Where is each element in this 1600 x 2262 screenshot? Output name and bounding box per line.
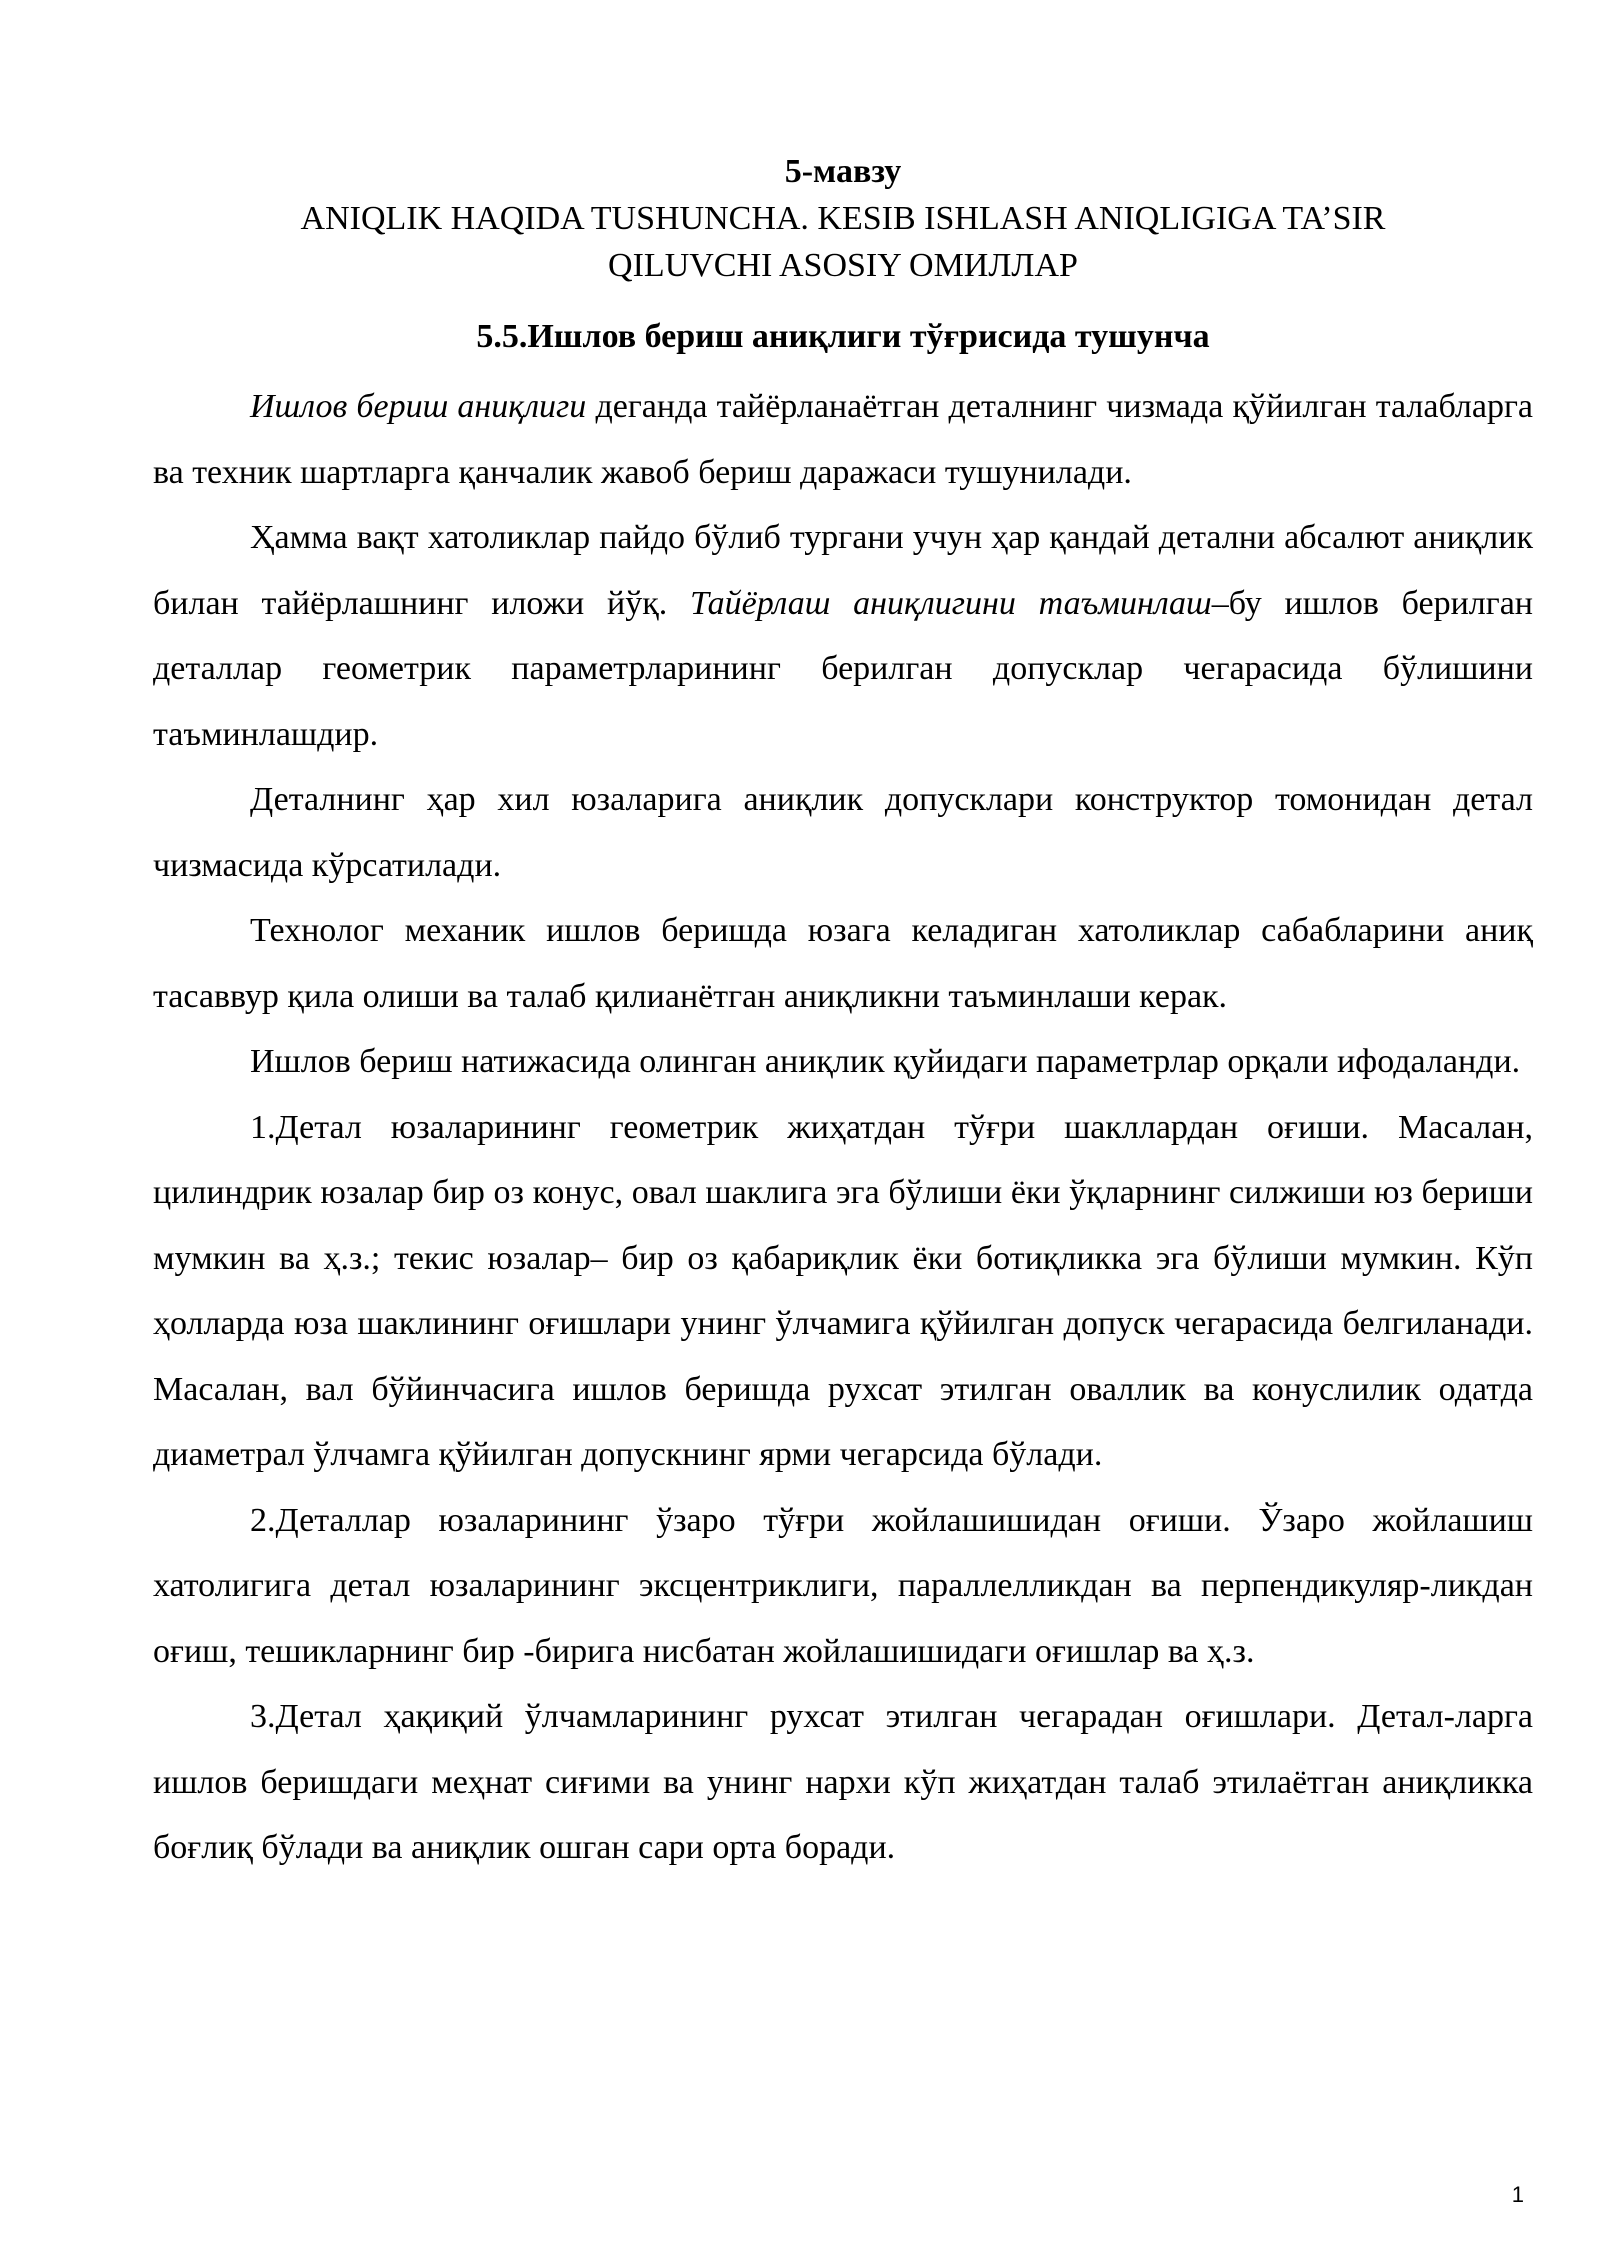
page-title-line-2: QILUVCHI ASOSIY ОМИЛЛАР xyxy=(608,247,1078,284)
paragraph-2-text-rest: –бу ишлов берилган деталлар геометрик параметрларининг берилган допусклар чегарасида бўлишини таъминлашдир. xyxy=(153,584,1533,753)
paragraph-2-text-start: Ҳамма вақт хатоликлар пайдо бўлиб тургани учун ҳар қандай детални абсалют аниқлик билан тайёрлашнинг иложи йўқ. xyxy=(153,519,1533,622)
paragraph-8: 3.Детал ҳақиқий ўлчамларининг рухсат этилган чегарадан оғишлари. Детал-ларга ишлов беришдаги меҳнат сиғими ва унинг нархи кўп жиҳатдан талаб этилаётган аниқликка боғлиқ бўлади ва аниқлик ошган сари орта боради. xyxy=(153,1698,1533,1866)
paragraph-4: Технолог механик ишлов беришда юзага келадиган хатоликлар сабабларини аниқ тасаввур қила олиши ва талаб қилианётган аниқликни таъминлаши керак. xyxy=(153,912,1533,1015)
paragraph-2-term: Тайёрлаш аниқлигини таъминлаш xyxy=(690,584,1212,622)
paragraph-5: Ишлов бериш натижасида олинган аниқлик қуйидаги параметрлар орқали ифодаланди. xyxy=(250,1043,1521,1080)
page-number: 1 xyxy=(1511,2182,1524,2207)
paragraph-7: 2.Деталлар юзаларининг ўзаро тўғри жойлашишидан оғиши. Ўзаро жойлашиш хатолигига детал юзаларининг эксцентриклиги, параллелликдан ва перпендикуляр-ликдан оғиш, тешикларнинг бир -бирига нисбатан жойлашишидаги оғишлар ва ҳ.з. xyxy=(153,1501,1533,1670)
topic-label: 5-мавзу xyxy=(784,153,902,190)
document-page xyxy=(153,148,1533,1881)
paragraph-3: Деталнинг ҳар хил юзаларига аниқлик допусклари конструктор томонидан детал чизмасида кўрсатилади. xyxy=(153,781,1533,884)
page-title-line-1: ANIQLIK HAQIDA TUSHUNCHA. KESIB ISHLASH ANIQLIGIGA TA’SIR xyxy=(300,200,1386,237)
paragraph-1-text: деганда тайёрланаётган деталнинг чизмада қўйилган талабларга ва техник шартларга қанчалик жавоб бериш даражаси тушунилади. xyxy=(153,388,1534,491)
paragraph-2 xyxy=(153,505,1533,767)
paragraph-1 xyxy=(153,374,1533,505)
paragraph-1-term: Ишлов бериш аниқлиги xyxy=(250,388,587,425)
paragraph-6: 1.Детал юзаларининг геометрик жиҳатдан тўғри шакллардан оғиши. Масалан, цилиндрик юзалар бир оз конус, овал шаклига эга бўлиши ёки ўқларнинг силжиши юз бериши мумкин ва ҳ.з.; текис юзалар– бир оз қабариқлик ёки ботиқликка эга бўлиши мумкин. Кўп ҳолларда юза шаклининг оғишлари унинг ўлчамига қўйилган допуск чегарасида белгиланади. Масалан, вал бўйинчасига ишлов беришда рухсат этилган оваллик ва конуслилик одатда диаметрал ўлчамга қўйилган допускнинг ярми чегарсида бўлади. xyxy=(153,1108,1533,1473)
section-heading: 5.5.Ишлов бериш аниқлиги тўғрисида тушунча xyxy=(476,318,1210,355)
